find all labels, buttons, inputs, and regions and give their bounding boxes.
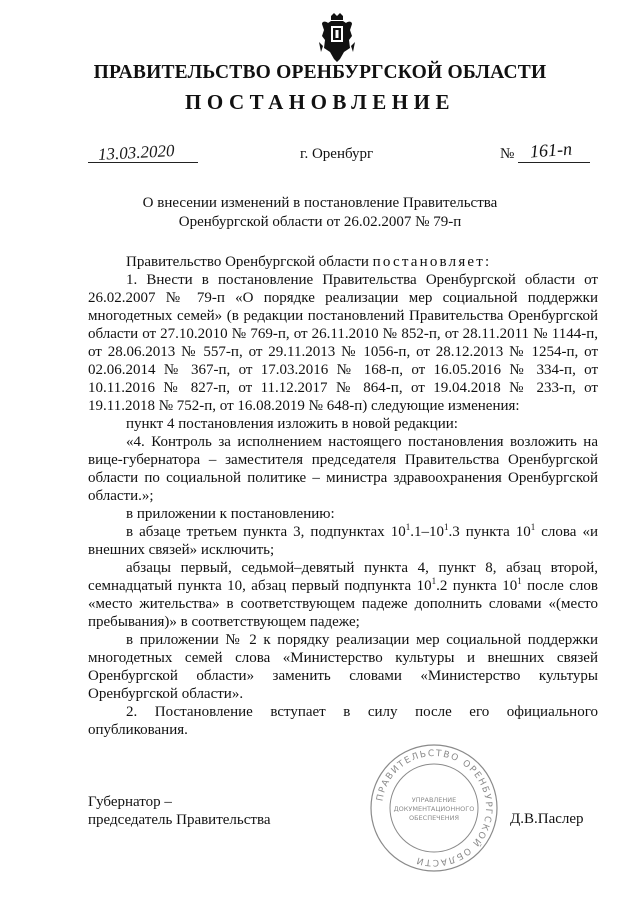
p5-part-a: в абзаце третьем пункта 3, подпунктах 10: [126, 524, 406, 540]
stamp-center-line-2: ДОКУМЕНТАЦИОННОГО: [393, 805, 475, 813]
document-type: ПОСТАНОВЛЕНИЕ: [185, 90, 455, 114]
p5-part-b: .1–10: [410, 524, 444, 540]
paragraph-6: [88, 559, 598, 631]
p5-sup-3: 1: [530, 522, 536, 532]
intro-text: Правительство Оренбургской области: [126, 254, 369, 270]
paragraph-8: 2. Постановление вступает в силу после его официального опубликования.: [88, 704, 598, 738]
signatory-position: [88, 793, 271, 829]
intro-decree-word: постановляет:: [372, 254, 492, 270]
p6-part-b: .2 пункта 10: [436, 578, 518, 594]
signatory-position-line-2: председатель Правительства: [88, 812, 271, 828]
p5-sup-1: 1: [405, 522, 411, 532]
stamp-center-line-1: УПРАВЛЕНИЕ: [411, 796, 457, 804]
stamp-ring-text: ПРАВИТЕЛЬСТВО ОРЕНБУРГСКОЙ ОБЛАСТИ: [375, 748, 494, 868]
signatory-name: Д.В.Паслер: [510, 811, 584, 827]
p5-part-c: .3 пункта 10: [448, 524, 531, 540]
stamp-center-line-3: ОБЕСПЕЧЕНИЯ: [408, 814, 460, 822]
subject-line-2: Оренбургской области от 26.02.2007 № 79-п: [178, 214, 462, 230]
document-city: г. Оренбург: [300, 146, 374, 162]
p5-part-d: слова «и внешних связей» исключить;: [88, 524, 598, 558]
p6-sup-1: 1: [431, 576, 437, 586]
coat-of-arms-icon: [316, 12, 358, 64]
intro-paragraph: [88, 253, 598, 271]
p6-sup-2: 1: [517, 576, 522, 586]
signatory-position-line-1: Губернатор –: [88, 794, 172, 810]
paragraph-2: пункт 4 постановления изложить в новой редакции:: [126, 416, 458, 432]
document-body: [88, 253, 598, 739]
p5-sup-2: 1: [443, 522, 449, 532]
document-number: 161-п: [529, 138, 573, 162]
paragraph-4: в приложении к постановлению:: [126, 506, 335, 522]
paragraph-1: 1. Внести в постановление Правительства Оренбургской области от 26.02.2007 № 79-п «О порядке реализации мер социальной поддержки многодетных семей» (в редакции постановлений Правительства Оренбургской области от 27.10.2010 № 769-п, от 26.11.2010 № 852-п, от 28.11.2011 № 1144-п, от 28.06.2013 № 557-п, от 29.11.2013 № 1056-п, от 28.12.2013 № 1254-п, от 02.06.2014 № 367-п, от 17.03.2016 № 168-п, от 16.05.2016 № 334-п, от 10.11.2016 № 827-п, от 11.12.2017 № 864-п, от 19.04.2018 № 233-п, от 19.11.2018 № 752-п, от 16.08.2019 № 648-п) следующие изменения:: [88, 272, 598, 414]
paragraph-5: [88, 523, 598, 559]
government-title: ПРАВИТЕЛЬСТВО ОРЕНБУРГСКОЙ ОБЛАСТИ: [93, 62, 547, 83]
paragraph-7: в приложении № 2 к порядку реализации мер социальной поддержки многодетных семей слова «Министерство культуры и внешних связей Оренбургской области» заменить словами «Министерство культуры Оренбургской области».: [88, 632, 598, 702]
p6-part-c: после слов «место жительства» в соответствующем падеже дополнить словами «(место пребывания)» в соответствующем падеже;: [88, 578, 598, 630]
number-sign: №: [500, 146, 515, 162]
document-date: 13.03.2020: [97, 141, 175, 164]
subject-line-1: О внесении изменений в постановление Правительства: [142, 195, 498, 211]
official-stamp-icon: [368, 742, 500, 874]
p6-part-a: абзацы первый, седьмой–девятый пункта 4, пункт 8, абзац второй, семнадцатый пункта 10, абзац первый подпункта 10: [88, 560, 598, 594]
document-subject: [0, 194, 640, 232]
paragraph-3: «4. Контроль за исполнением настоящего постановления возложить на вице-губернатора – заместителя председателя Правительства Оренбургской области по социальной политике – министра здравоохранения Оренбургской области.»;: [88, 434, 598, 504]
